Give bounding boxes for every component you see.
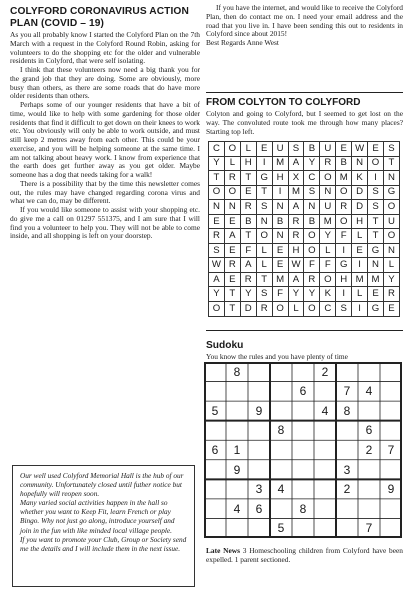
sudoku-cell: 4 <box>277 482 285 497</box>
wordsearch-cell: O <box>256 229 272 244</box>
wordsearch-cell: S <box>288 142 304 157</box>
notice-paragraph: Our well used Colyford Memorial Hall is the hub of our community. Unfortunately closed until futher notice but hopefully will reopen soon. <box>20 471 184 499</box>
intro-paragraph: As you all probably know I started the Colyford Plan on the 7th March with a request in the Colyford Round Robin, asking for volunteers to do the shopping etc for the older and vulnerable residents in Colyford, that were self isolating. <box>10 30 200 66</box>
wordsearch-cell: R <box>240 272 256 287</box>
wordsearch-cell: O <box>304 243 320 258</box>
wordsearch-row <box>209 142 400 157</box>
wordsearch-cell: Y <box>383 272 399 287</box>
wordsearch-cell: I <box>336 243 352 258</box>
wordsearch-cell: A <box>288 272 304 287</box>
wordsearch-cell: I <box>336 287 352 302</box>
wordsearch-row <box>209 272 400 287</box>
wordsearch-cell: T <box>256 185 272 200</box>
wordsearch-cell: E <box>256 142 272 157</box>
wordsearch-cell: T <box>240 171 256 186</box>
wordsearch-cell: O <box>383 229 399 244</box>
wordsearch-cell: S <box>336 302 352 317</box>
wordsearch-cell: H <box>288 243 304 258</box>
sudoku-cell: 2 <box>321 364 329 379</box>
wordsearch-cell: E <box>272 258 288 273</box>
wordsearch-cell: Y <box>304 287 320 302</box>
wordsearch-cell: R <box>383 287 399 302</box>
wordsearch-cell: S <box>368 200 384 215</box>
wordsearch-cell: L <box>256 243 272 258</box>
wordsearch-cell: O <box>209 185 225 200</box>
wordsearch-cell: K <box>320 287 336 302</box>
wordsearch-cell: N <box>224 200 240 215</box>
wordsearch-cell: L <box>288 302 304 317</box>
wordsearch-row <box>209 229 400 244</box>
left-column <box>10 0 200 241</box>
wordsearch-cell: O <box>224 142 240 157</box>
wordsearch-cell: M <box>272 156 288 171</box>
wordsearch-cell: Y <box>320 229 336 244</box>
wordsearch-cell: I <box>352 258 368 273</box>
wordsearch-cell: N <box>352 156 368 171</box>
wordsearch-cell: W <box>288 258 304 273</box>
wordsearch-cell: E <box>368 142 384 157</box>
wordsearch-cell: O <box>383 200 399 215</box>
wordsearch-cell: K <box>352 171 368 186</box>
wordsearch-cell: O <box>320 171 336 186</box>
wordsearch-cell: E <box>209 214 225 229</box>
sudoku-cell: 6 <box>365 423 373 438</box>
wordsearch-cell: W <box>352 142 368 157</box>
wordsearch-cell: B <box>304 142 320 157</box>
wordsearch-cell: I <box>272 185 288 200</box>
sudoku-cell: 7 <box>365 521 373 536</box>
wordsearch-row <box>209 258 400 273</box>
sudoku-cell: 9 <box>233 462 241 477</box>
wordsearch-cell: C <box>320 302 336 317</box>
wordsearch-row <box>209 200 400 215</box>
wordsearch-cell: E <box>352 243 368 258</box>
wordsearch-cell: I <box>256 156 272 171</box>
wordsearch-cell: R <box>224 258 240 273</box>
wordsearch-cell: M <box>272 272 288 287</box>
sudoku-cell: 4 <box>321 403 329 418</box>
wordsearch-cell: N <box>383 243 399 258</box>
sudoku-title: Sudoku <box>206 340 244 351</box>
wordsearch-cell: O <box>272 302 288 317</box>
wordsearch-cell: C <box>304 171 320 186</box>
sudoku-cell: 8 <box>299 501 307 516</box>
wordsearch-cell: M <box>288 185 304 200</box>
wordsearch-cell: N <box>272 200 288 215</box>
wordsearch-title: FROM COLYTON TO COLYFORD <box>206 97 361 108</box>
wordsearch-cell: B <box>336 156 352 171</box>
wordsearch-cell: O <box>336 185 352 200</box>
wordsearch-cell: L <box>240 142 256 157</box>
wordsearch-cell: G <box>368 243 384 258</box>
sudoku-cell: 2 <box>365 442 373 457</box>
wordsearch-cell: E <box>224 272 240 287</box>
wordsearch-cell: M <box>336 171 352 186</box>
late-news-label: Late News <box>206 546 240 555</box>
wordsearch-cell: T <box>383 156 399 171</box>
wordsearch-cell: O <box>224 185 240 200</box>
wordsearch-cell: R <box>320 156 336 171</box>
wordsearch-cell: M <box>320 214 336 229</box>
wordsearch-cell: M <box>368 272 384 287</box>
wordsearch-cell: R <box>336 200 352 215</box>
wordsearch-cell: S <box>209 243 225 258</box>
wordsearch-cell: L <box>383 258 399 273</box>
wordsearch-row <box>209 302 400 317</box>
wordsearch-cell: L <box>320 243 336 258</box>
wordsearch-cell: W <box>209 258 225 273</box>
wordsearch-cell: U <box>383 214 399 229</box>
wordsearch-cell: O <box>304 302 320 317</box>
wordsearch-cell: D <box>352 185 368 200</box>
wordsearch-cell: T <box>224 287 240 302</box>
wordsearch-cell: R <box>240 200 256 215</box>
thanks-paragraph: I think that these volunteers now need a big thank you for the grand job that they are doing. Some are obviously, more busy than others, as there are some roads that do have more older residents than others. <box>10 65 200 101</box>
wordsearch-cell: A <box>288 156 304 171</box>
wordsearch-cell: S <box>368 185 384 200</box>
wordsearch-cell: O <box>368 156 384 171</box>
wordsearch-cell: H <box>336 272 352 287</box>
wordsearch-cell: L <box>224 156 240 171</box>
wordsearch-cell: T <box>224 302 240 317</box>
wordsearch-cell: X <box>288 171 304 186</box>
wordsearch-cell: R <box>304 272 320 287</box>
wordsearch-cell: E <box>336 142 352 157</box>
late-news-text: 3 Homeschooling children from Colyford have been expelled. 1 parent sectioned. <box>206 546 403 564</box>
notice-paragraph: Many varied social activities happen in the hall so whether you want to Keep Fit, learn French or play Bingo. Why not just go along, introduce yourself and join in the fun with like minded local village people. <box>20 498 175 535</box>
right-column <box>206 0 403 48</box>
wordsearch-cell: A <box>209 272 225 287</box>
wordsearch-grid <box>208 141 400 317</box>
wordsearch-cell: T <box>209 171 225 186</box>
wordsearch-cell: N <box>272 229 288 244</box>
wordsearch-cell: Y <box>288 287 304 302</box>
wordsearch-row <box>209 185 400 200</box>
wordsearch-cell: U <box>272 142 288 157</box>
sudoku-cell: 8 <box>277 423 285 438</box>
wordsearch-cell: G <box>336 258 352 273</box>
gardening-paragraph: Perhaps some of our younger residents that have a bit of time, would like to help with some gardening for those older residents that find it difficult to get down on their knees to work etc. You obviously will only be able to work outside, and must still keep 2 metres away from each other. This could be your exercise, and you will be helping someone at the same time. I am not talking about heavy work. I know from experience that the earth does get further away as you get older. Maybe someone has a dog that needs taking for a walk! <box>10 100 200 179</box>
action-plan-title: COLYFORD CORONAVIRUS ACTION PLAN (COVID – 19) <box>10 6 189 29</box>
wordsearch-cell: N <box>320 185 336 200</box>
wordsearch-cell: C <box>209 142 225 157</box>
wordsearch-cell: F <box>240 243 256 258</box>
memorial-hall-notice <box>12 465 195 587</box>
wordsearch-cell: A <box>240 258 256 273</box>
wordsearch-intro: Colyton and going to Colyford, but I seemed to get lost on the way. The convoluted route took me through how many places? Starting top left. <box>206 109 403 136</box>
wordsearch-cell: T <box>256 272 272 287</box>
wordsearch-cell: U <box>320 200 336 215</box>
sudoku-cell: 1 <box>233 442 241 457</box>
wordsearch-row <box>209 214 400 229</box>
wordsearch-cell: T <box>368 229 384 244</box>
wordsearch-cell: S <box>383 142 399 157</box>
wordsearch-cell: G <box>383 185 399 200</box>
sudoku-cell: 6 <box>299 384 307 399</box>
sudoku-cell: 8 <box>343 403 351 418</box>
wordsearch-cell: R <box>288 214 304 229</box>
wordsearch-cell: L <box>352 287 368 302</box>
sudoku-cell: 5 <box>211 403 219 418</box>
sudoku-cell: 4 <box>365 384 373 399</box>
wordsearch-row <box>209 171 400 186</box>
wordsearch-cell: N <box>368 258 384 273</box>
wordsearch-cell: Y <box>240 287 256 302</box>
notice-paragraph: If you want to promote your Club, Group or Society send me the details and I will include them in the next issue. <box>20 534 187 553</box>
wordsearch-cell: H <box>352 214 368 229</box>
wordsearch-cell: N <box>209 200 225 215</box>
divider <box>206 92 403 93</box>
wordsearch-cell: H <box>272 171 288 186</box>
wordsearch-cell: G <box>256 171 272 186</box>
wordsearch-row <box>209 287 400 302</box>
continued-paragraph: If you have the internet, and would like to receive the Colyford Plan, then do contact me on. I need your email address and the road that you live in. I have been sending this out to residents in Colyford since about 2015! <box>206 3 403 39</box>
contact-paragraph: If you would like someone to assist with your shopping etc. do give me a call on 01297 551375, and I am sure that I will find you a volunteer to help you. They will not be able to come inside, and all shopping is left on your doorstep. <box>10 205 200 241</box>
wordsearch-cell: B <box>272 214 288 229</box>
sudoku-cell: 5 <box>277 521 285 536</box>
sudoku-cell: 7 <box>343 384 351 399</box>
wordsearch-cell: O <box>209 302 225 317</box>
sudoku-cell: 3 <box>255 482 263 497</box>
wordsearch-cell: N <box>256 214 272 229</box>
wordsearch-cell: D <box>352 200 368 215</box>
wordsearch-cell: L <box>352 229 368 244</box>
wordsearch-cell: B <box>304 214 320 229</box>
wordsearch-cell: L <box>256 258 272 273</box>
wordsearch-cell: N <box>304 200 320 215</box>
wordsearch-cell: T <box>368 214 384 229</box>
wordsearch-cell: O <box>336 214 352 229</box>
wordsearch-cell: E <box>224 243 240 258</box>
wordsearch-row <box>209 156 400 171</box>
wordsearch-cell: F <box>304 258 320 273</box>
wordsearch-cell: B <box>240 214 256 229</box>
wordsearch-cell: R <box>256 302 272 317</box>
wordsearch-cell: A <box>288 200 304 215</box>
wordsearch-cell: E <box>368 287 384 302</box>
wordsearch-cell: Y <box>209 156 225 171</box>
wordsearch-cell: G <box>368 302 384 317</box>
wordsearch-cell: E <box>240 185 256 200</box>
sudoku-cell: 9 <box>255 403 263 418</box>
wordsearch-cell: U <box>320 142 336 157</box>
wordsearch-cell: T <box>240 229 256 244</box>
wordsearch-cell: E <box>224 214 240 229</box>
wordsearch-cell: E <box>272 243 288 258</box>
sudoku-subtitle: You know the rules and you have plenty of time <box>206 352 348 361</box>
wordsearch-row <box>209 243 400 258</box>
sudoku-cell: 6 <box>211 442 219 457</box>
wordsearch-cell: F <box>336 229 352 244</box>
wordsearch-cell: O <box>304 229 320 244</box>
sudoku-cell: 3 <box>343 462 351 477</box>
sudoku-grid <box>204 362 402 538</box>
wordsearch-cell: E <box>383 302 399 317</box>
wordsearch-cell: F <box>320 258 336 273</box>
late-news <box>206 547 403 565</box>
wordsearch-cell: D <box>240 302 256 317</box>
wordsearch-cell: R <box>224 171 240 186</box>
sudoku-cell: 7 <box>387 442 395 457</box>
wordsearch-cell: S <box>256 200 272 215</box>
wordsearch-cell: Y <box>209 287 225 302</box>
rules-paragraph: There is a possibility that by the time this newsletter comes out, the rules may have changed regarding corona virus and what we can do, may be different. <box>10 178 200 206</box>
wordsearch-cell: A <box>224 229 240 244</box>
sudoku-cell: 9 <box>387 482 395 497</box>
wordsearch-cell: S <box>304 185 320 200</box>
divider <box>206 330 403 331</box>
wordsearch-cell: O <box>320 272 336 287</box>
wordsearch-cell: R <box>209 229 225 244</box>
wordsearch-cell: Y <box>304 156 320 171</box>
wordsearch-cell: M <box>352 272 368 287</box>
signoff: Best Regards Anne West <box>206 38 279 47</box>
wordsearch-cell: F <box>272 287 288 302</box>
sudoku-cell: 8 <box>233 364 241 379</box>
wordsearch-cell: I <box>368 171 384 186</box>
wordsearch-cell: I <box>352 302 368 317</box>
sudoku-cell: 6 <box>255 501 263 516</box>
sudoku-cell: 4 <box>233 501 241 516</box>
wordsearch-cell: H <box>240 156 256 171</box>
wordsearch-cell: S <box>256 287 272 302</box>
wordsearch-cell: R <box>288 229 304 244</box>
sudoku-cell: 2 <box>343 482 351 497</box>
wordsearch-cell: N <box>383 171 399 186</box>
